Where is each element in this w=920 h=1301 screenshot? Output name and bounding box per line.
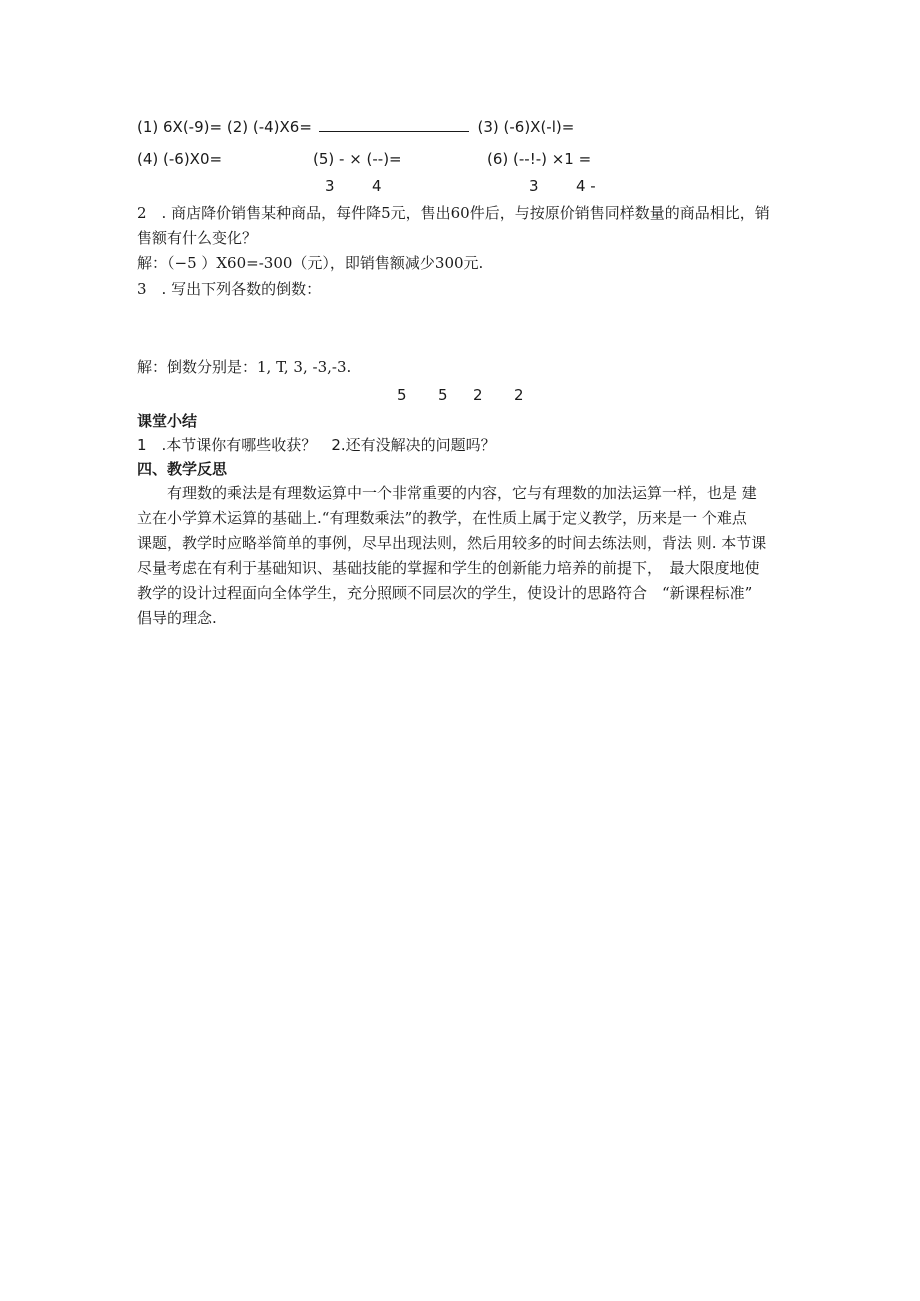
question-6: (6) (--!-) ×1 = — [487, 150, 592, 168]
reciprocal-denominator-4: 2 — [514, 386, 524, 404]
reflection-line: 有理数的乘法是有理数运算中一个非常重要的内容，它与有理数的加法运算一样，也是 建 — [137, 484, 757, 502]
reciprocal-denominator-3: 2 — [473, 386, 483, 404]
exercise-3-answer: 解：倒数分别是：1, T, 3, -3,-3. — [137, 358, 352, 376]
question-4: (4) (-6)X0= — [137, 150, 223, 168]
question-5: (5) - × (--)= — [313, 150, 402, 168]
reciprocal-denominator-1: 5 — [397, 386, 407, 404]
exercise-2-question-line-2: 售额有什么变化？ — [137, 229, 258, 247]
exercise-3-question: 3 . 写出下列各数的倒数： — [137, 280, 322, 298]
summary-heading: 课堂小结 — [137, 412, 198, 430]
denominator-3: 3 — [529, 177, 539, 195]
reflection-line: 尽量考虑在有利于基础知识、基础技能的掌握和学生的创新能力培养的前提下， 最大限度地使 — [137, 559, 760, 577]
reflection-line: 教学的设计过程面向全体学生，充分照顾不同层次的学生，使设计的思路符合 “新课程标准” — [137, 584, 753, 602]
reflection-line: 课题，教学时应略举简单的事例，尽早出现法则，然后用较多的时间去练法则，背法 则. 本节课 — [137, 534, 767, 552]
denominator-1: 3 — [325, 177, 335, 195]
reflection-line: 倡导的理念. — [137, 609, 217, 627]
reflection-line: 立在小学算术运算的基础上.“有理数乘法”的教学，在性质上属于定义教学，历来是一 个难点 — [137, 509, 747, 527]
question-1: (1) 6X(-9)= — [137, 118, 223, 136]
exercise-1-row-1 — [137, 117, 574, 137]
reflection-paragraph — [137, 481, 789, 631]
reflection-heading: 四、教学反思 — [137, 460, 228, 478]
denominator-4: 4 - — [576, 177, 596, 195]
answer-blank — [319, 117, 469, 132]
question-2: (2) (-4)X6= — [226, 118, 312, 136]
denominator-2: 4 — [372, 177, 382, 195]
reciprocal-denominator-2: 5 — [438, 386, 448, 404]
question-3: (3) (-6)X(-l)= — [477, 118, 575, 136]
summary-questions: 1 .本节课你有哪些收获？ 2.还有没解决的问题吗？ — [137, 436, 496, 454]
exercise-2-answer: 解：（−5 ）X60=-300（元），即销售额减少300元. — [137, 254, 484, 272]
exercise-2-question-line-1: 2 . 商店降价销售某种商品，每件降5元，售出60件后，与按原价销售同样数量的商品相比，销 — [137, 204, 770, 222]
